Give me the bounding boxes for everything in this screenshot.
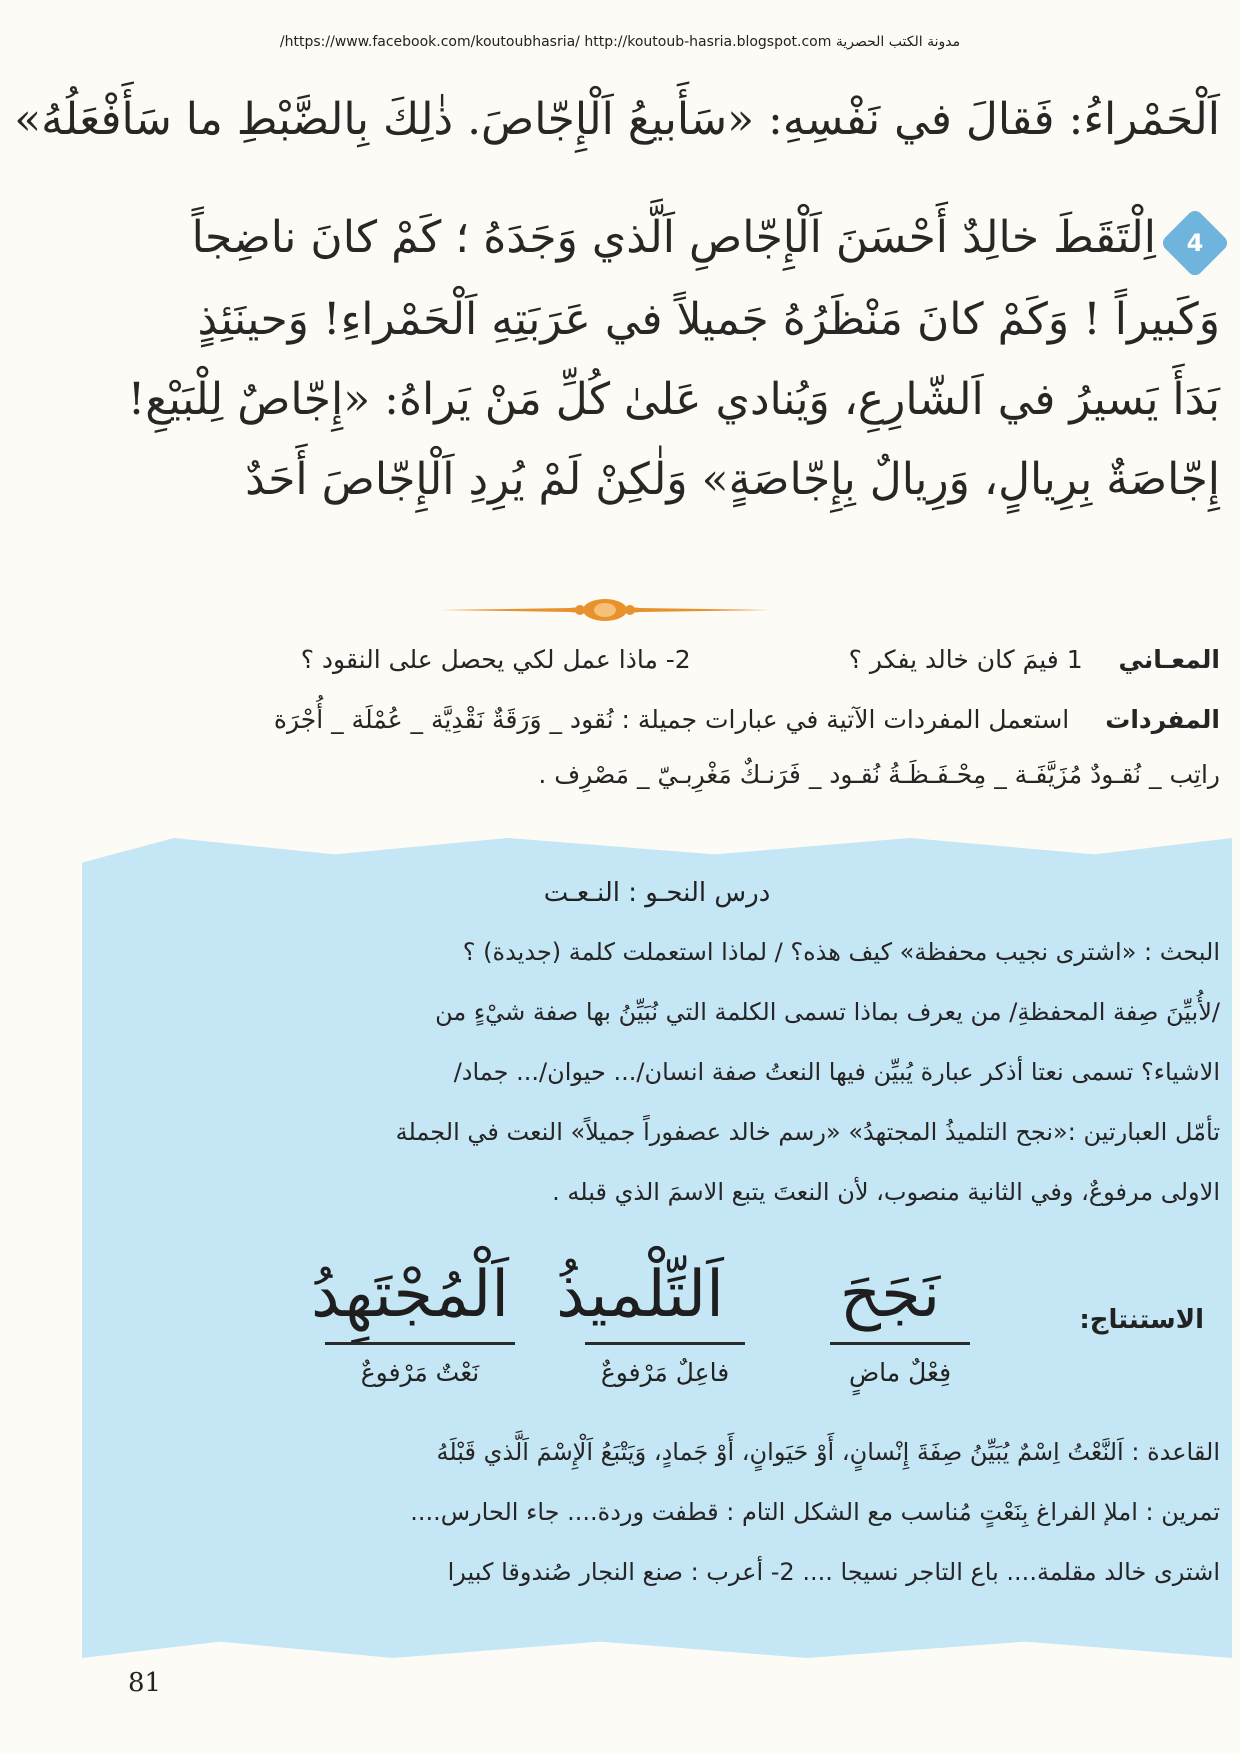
role-subject: فاعِلٌ مَرْفوعٌ [600,1358,730,1387]
story-line-2: اِلْتَقَطَ خالِدٌ أَحْسَنَ اَلْإِجّاصِ اَلَّذي وَجَدَهُ ؛ كَمْ كانَ ناضِجاً [191,212,1156,263]
underline-adjective [325,1342,515,1345]
exercise-line-2: اشترى خالد مقلمة.... باع التاجر نسيجا .... 2- أعرب : صنع النجار صُندوقا كبيرا [447,1558,1220,1586]
lesson-title: درس النحـو : النـعـت [543,878,771,908]
story-line-1: اَلْحَمْراءُ: فَقالَ في نَفْسِهِ: «سَأَبيعُ اَلْإِجّاصَ. ذٰلِكَ بِالضَّبْطِ ما سَأَفْعَلُهُ» [14,94,1220,145]
paragraph-number: 4 [1186,229,1204,257]
story-line-5: إِجّاصَةٌ بِرِيالٍ، وَرِيالٌ بِإِجّاصَةٍ» وَلٰكِنْ لَمْ يُرِدِ اَلْإِجّاصَ أَحَدٌ [245,454,1220,505]
research-line-4: تأمّل العبارتين :«نجح التلميذُ المجتهدُ» «رسم خالد عصفوراً جميلاً» النعت في الجملة [395,1118,1220,1146]
ornament-divider [440,596,770,624]
vocab-line-1: استعمل المفردات الآتية في عبارات جميلة : نُقود _ وَرَقَةٌ نَقْدِيَّة _ عُمْلَة _ أُجْرَة [273,705,1070,734]
page-number: 81 [128,1668,162,1698]
research-line-5: الاولى مرفوعٌ، وفي الثانية منصوب، لأن النعتَ يتبع الاسمَ الذي قبله . [552,1178,1220,1206]
story-line-4: بَدَأَ يَسيرُ في اَلشّارِعِ، وَيُنادي عَلىٰ كُلِّ مَنْ يَراهُ: «إِجّاصٌ لِلْبَيْعِ! [127,374,1220,425]
conclusion-word-subject: اَلتِّلْميذُ [556,1258,724,1332]
conclusion-word-adjective: اَلْمُجْتَهِدُ [311,1258,509,1332]
meanings-question-2: 2- ماذا عمل لكي يحصل على النقود ؟ [300,645,691,674]
vocab-row-2: راتِب _ نُقـودٌ مُزَيَّفَـة _ مِحْـفَـظَـةُ نُقـود _ فَرَنـكٌ مَغْرِبـيّ _ مَصْرِف . [538,760,1220,789]
role-adjective: نَعْتٌ مَرْفوعٌ [360,1358,480,1387]
meanings-row [20,640,1220,680]
vocab-label: المفردات [1105,705,1220,734]
role-verb: فِعْلٌ ماضٍ [848,1358,952,1387]
exercise-line-1: تمرين : املإ الفراغ بِنَعْتٍ مُناسب مع الشكل التام : قطفت وردة.... جاء الحارس.... [410,1498,1220,1526]
conclusion-label: الاستنتاج: [1079,1305,1204,1335]
conclusion-word-verb: نَجَحَ [839,1258,941,1332]
meanings-question-1: 1 فيمَ كان خالد يفكر ؟ [848,645,1083,674]
source-url-header: /https://www.facebook.com/koutoubhasria/ http://koutoub-hasria.blogspot.com مدونة الكتب الحصرية [279,34,961,50]
story-line-3: وَكَبيراً ! وَكَمْ كانَ مَنْظَرُهُ جَميلاً في عَرَبَتِهِ اَلْحَمْراءِ! وَحينَئِذٍ [197,294,1220,345]
research-line-3: الاشياء؟ تسمى نعتا أذكر عبارة يُبيِّن فيها النعتُ صفة انسان/... حيوان/... جماد/ [453,1058,1220,1086]
underline-verb [830,1342,970,1345]
research-line-2: /لأُبيِّنَ صِفة المحفظةِ/ من يعرف بماذا تسمى الكلمة التي نُبَيِّنُ بها صفة شيْءٍ من [435,998,1220,1026]
paragraph-number-badge [1160,208,1231,279]
underline-subject [585,1342,745,1345]
research-line-1: البحث : «اشترى نجيب محفظة» كيف هذه؟ / لماذا استعملت كلمة (جديدة) ؟ [462,938,1220,966]
meanings-label: المعـاني [1118,645,1220,674]
vocab-row-1 [20,700,1220,740]
rule-line: القاعدة : اَلنَّعْتُ اِسْمٌ يُبَيِّنُ صِفَةَ إِنْسانٍ، أَوْ حَيَوانٍ، أَوْ جَمادٍ، وَيَتْبَعُ اَلْإِسْمَ اَلَّذي قَبْلَهُ [436,1438,1220,1466]
